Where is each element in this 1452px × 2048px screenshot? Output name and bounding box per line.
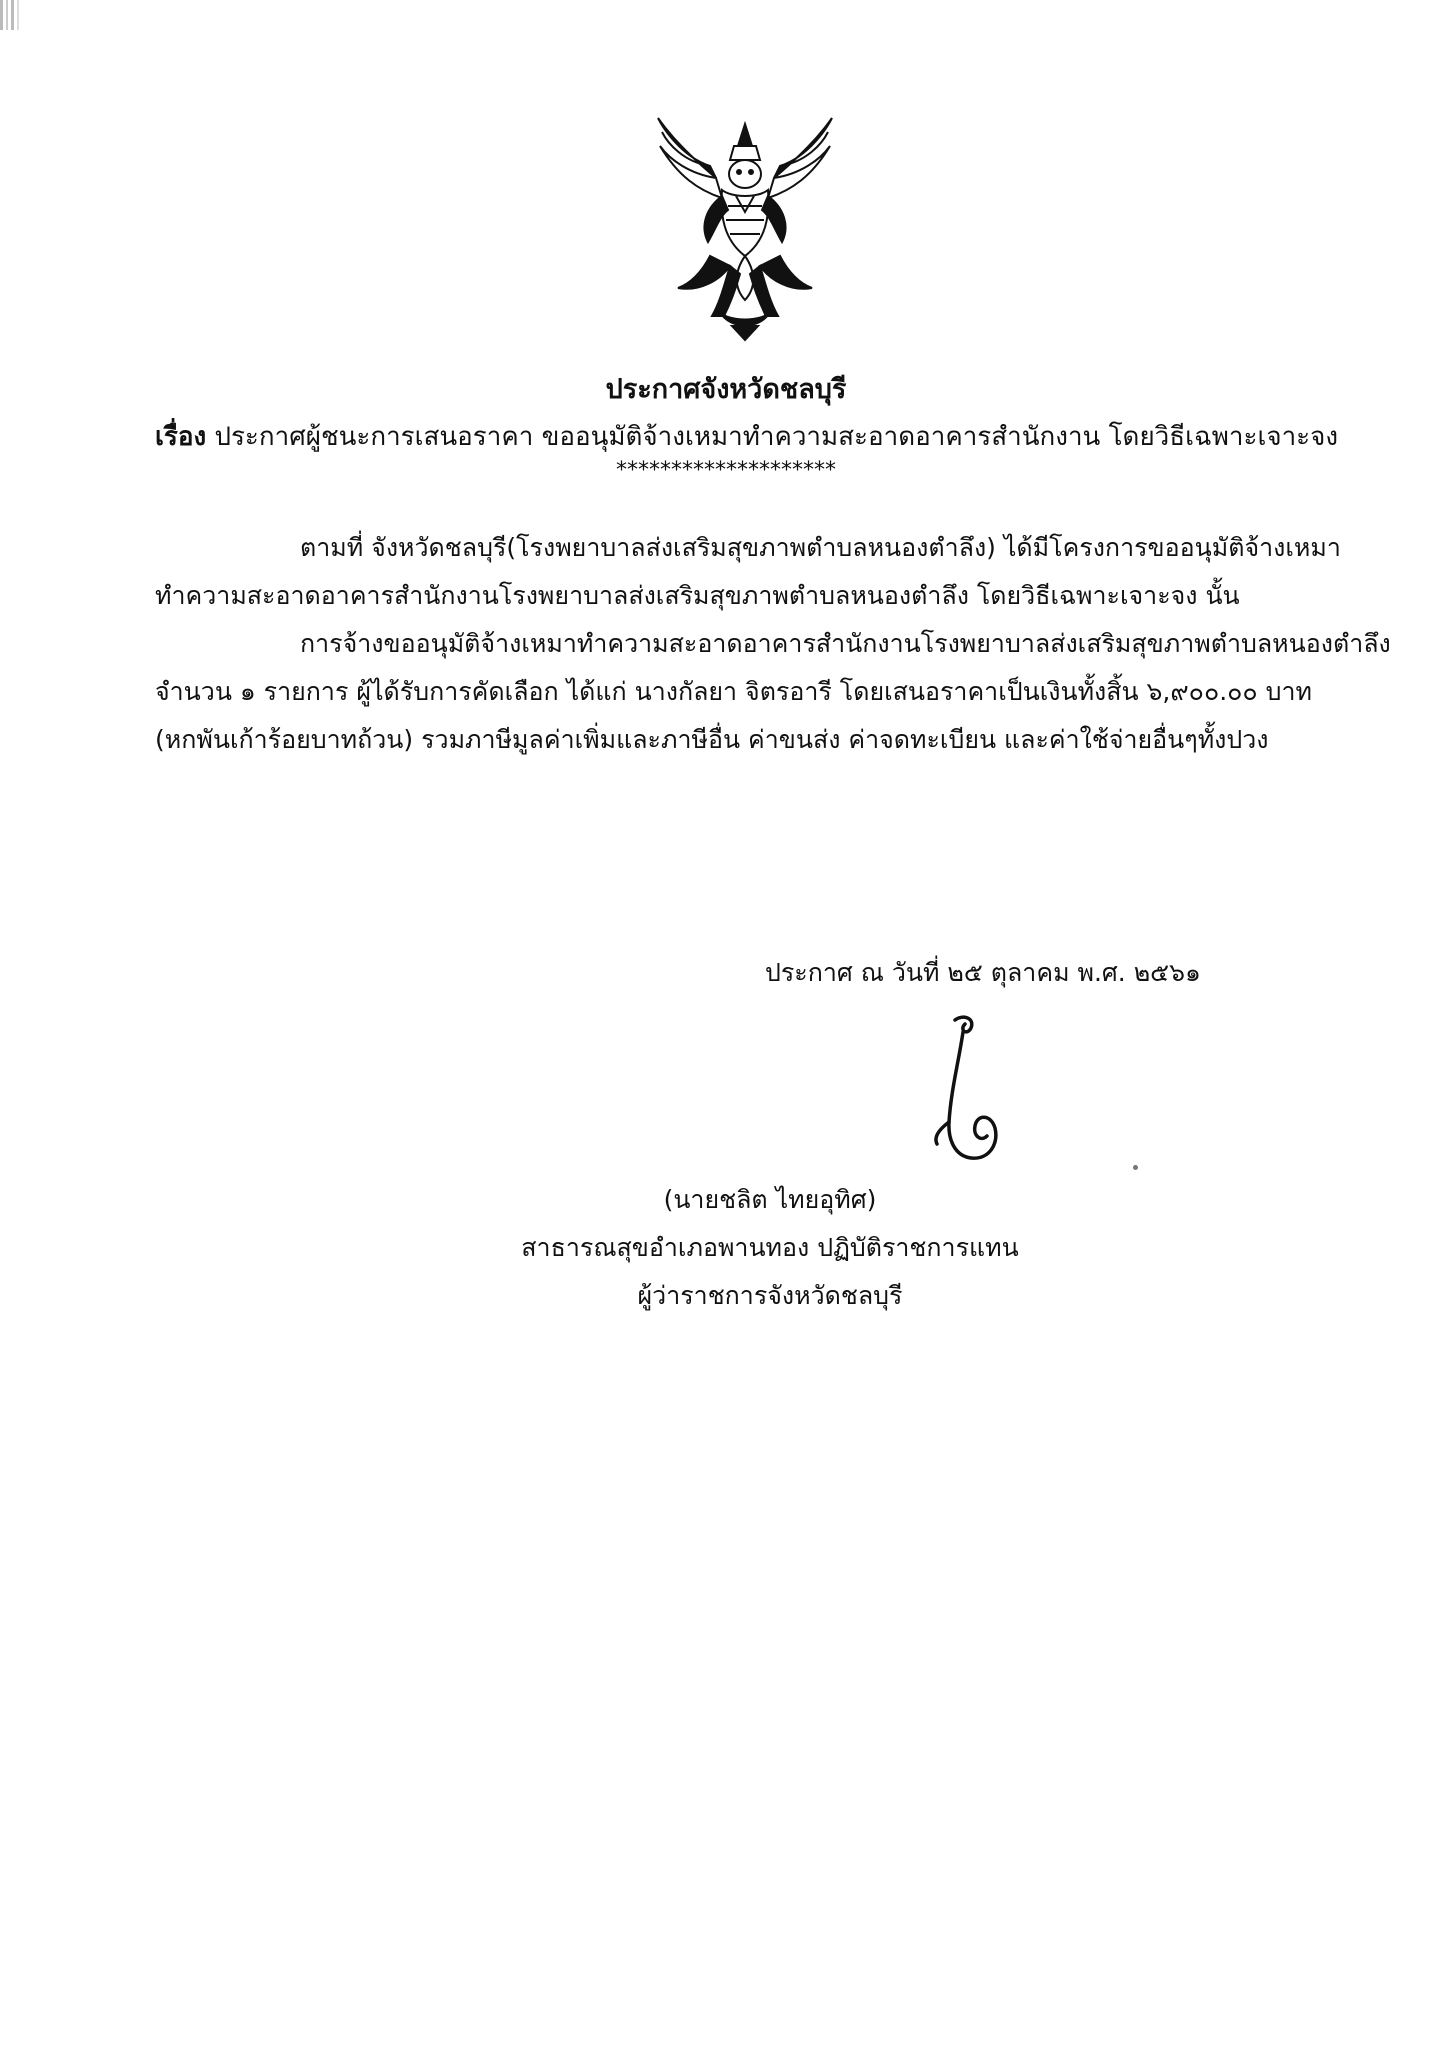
scan-edge-mark bbox=[0, 0, 22, 30]
signer-name: (นายชลิต ไทยอุทิศ) bbox=[663, 1185, 877, 1214]
page-title: ประกาศจังหวัดชลบุรี bbox=[605, 374, 847, 405]
separator: ******************** bbox=[616, 458, 836, 483]
subject-label: เรื่อง bbox=[155, 422, 207, 452]
signature-icon bbox=[915, 1010, 1025, 1170]
body-line-5: (หกพันเก้าร้อยบาทถ้วน) รวมภาษีมูลค่าเพิ่มและภาษีอื่น ค่าขนส่ง ค่าจดทะเบียน และค่าใช้จ่ายอื่นๆทั้งปวง bbox=[155, 725, 1269, 754]
body-line-2: ทำความสะอาดอาคารสำนักงานโรงพยาบาลส่งเสริมสุขภาพตำบลหนองตำลึง โดยวิธีเฉพาะเจาะจง นั้น bbox=[155, 581, 1240, 610]
garuda-emblem-icon bbox=[650, 116, 840, 342]
scan-dot bbox=[1133, 1165, 1138, 1170]
subject-line bbox=[155, 419, 1339, 455]
signer-authority: ผู้ว่าราชการจังหวัดชลบุรี bbox=[637, 1281, 903, 1310]
subject-text: ประกาศผู้ชนะการเสนอราคา ขออนุมัติจ้างเหมาทำความสะอาดอาคารสำนักงาน โดยวิธีเฉพาะเจาะจง bbox=[214, 422, 1339, 452]
announcement-date: ประกาศ ณ วันที่ ๒๕ ตุลาคม พ.ศ. ๒๕๖๑ bbox=[765, 958, 1201, 987]
signer-position: สาธารณสุขอำเภอพานทอง ปฏิบัติราชการแทน bbox=[521, 1233, 1019, 1262]
body-line-1: ตามที่ จังหวัดชลบุรี(โรงพยาบาลส่งเสริมสุขภาพตำบลหนองตำลึง) ได้มีโครงการขออนุมัติจ้างเหมา bbox=[300, 533, 1341, 562]
body-line-3: การจ้างขออนุมัติจ้างเหมาทำความสะอาดอาคารสำนักงานโรงพยาบาลส่งเสริมสุขภาพตำบลหนองตำลึง bbox=[300, 629, 1391, 658]
body-line-4: จำนวน ๑ รายการ ผู้ได้รับการคัดเลือก ได้แก่ นางกัลยา จิตรอารี โดยเสนอราคาเป็นเงินทั้งสิ้น ๖,๙๐๐.๐๐ บาท bbox=[155, 677, 1312, 706]
